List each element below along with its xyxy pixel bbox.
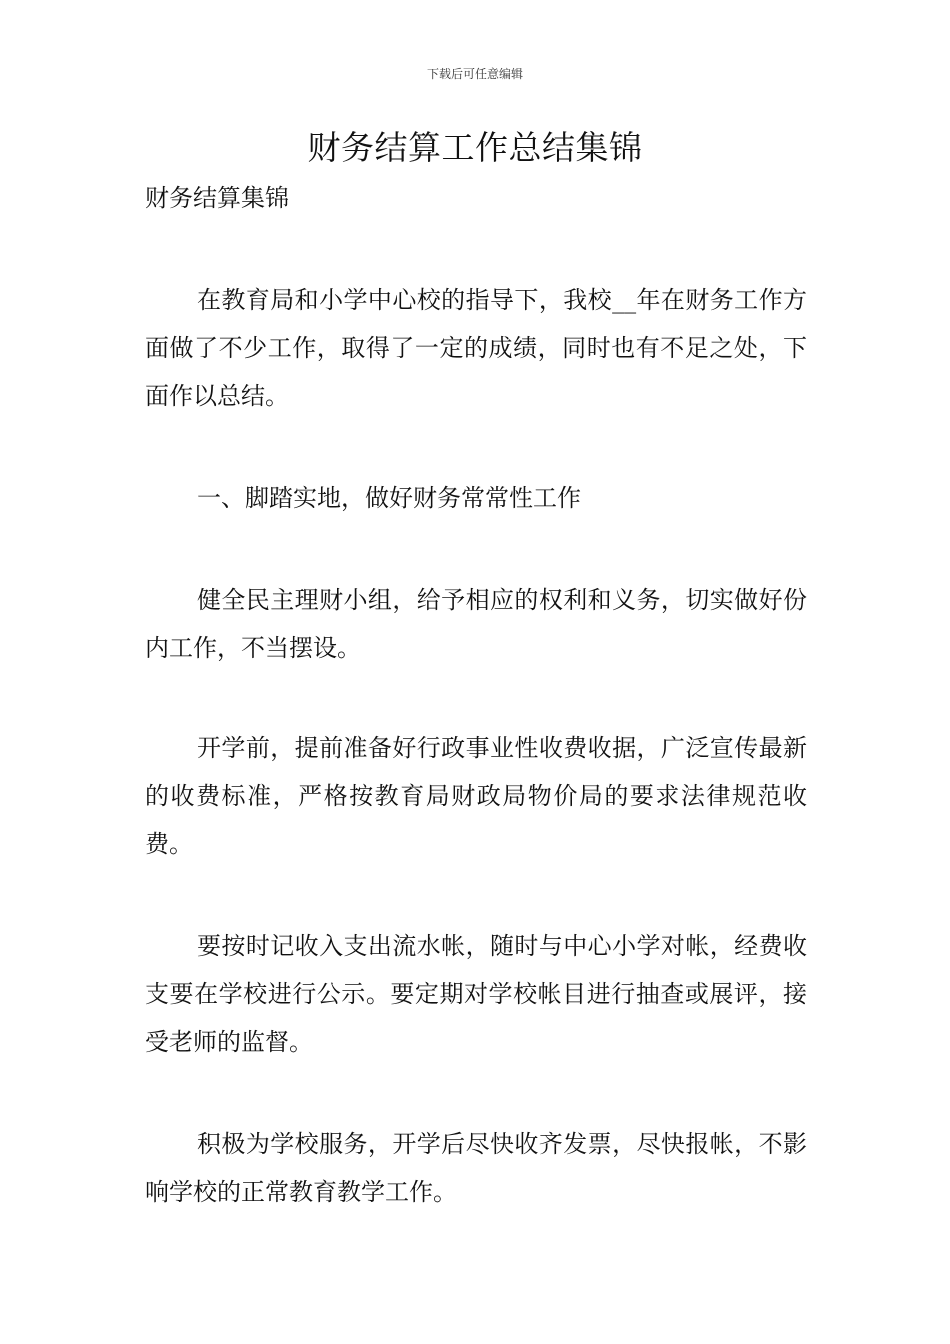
paragraph-accounting: 要按时记收入支出流水帐，随时与中心小学对帐，经费收支要在学校进行公示。要定期对学校帐目进行抽查或展评，接受老师的监督。: [145, 932, 807, 1056]
section-heading-1: 一、脚踏实地，做好财务常常性工作: [197, 484, 581, 512]
document-subtitle: 财务结算集锦: [145, 184, 289, 212]
document-title: 财务结算工作总结集锦: [307, 128, 643, 167]
paragraph-finance-group: 健全民主理财小组，给予相应的权利和义务，切实做好份内工作，不当摆设。: [145, 586, 807, 662]
paragraph-intro: 在教育局和小学中心校的指导下，我校__年在财务工作方面做了不少工作，取得了一定的成绩，同时也有不足之处，下面作以总结。: [145, 286, 807, 410]
paragraph-fee-collection: 开学前，提前准备好行政事业性收费收据，广泛宣传最新的收费标准，严格按教育局财政局物价局的要求法律规范收费。: [145, 734, 807, 858]
header-note: 下载后可任意编辑: [426, 67, 523, 81]
paragraph-reimbursement: 积极为学校服务，开学后尽快收齐发票，尽快报帐，不影响学校的正常教育教学工作。: [145, 1130, 807, 1206]
